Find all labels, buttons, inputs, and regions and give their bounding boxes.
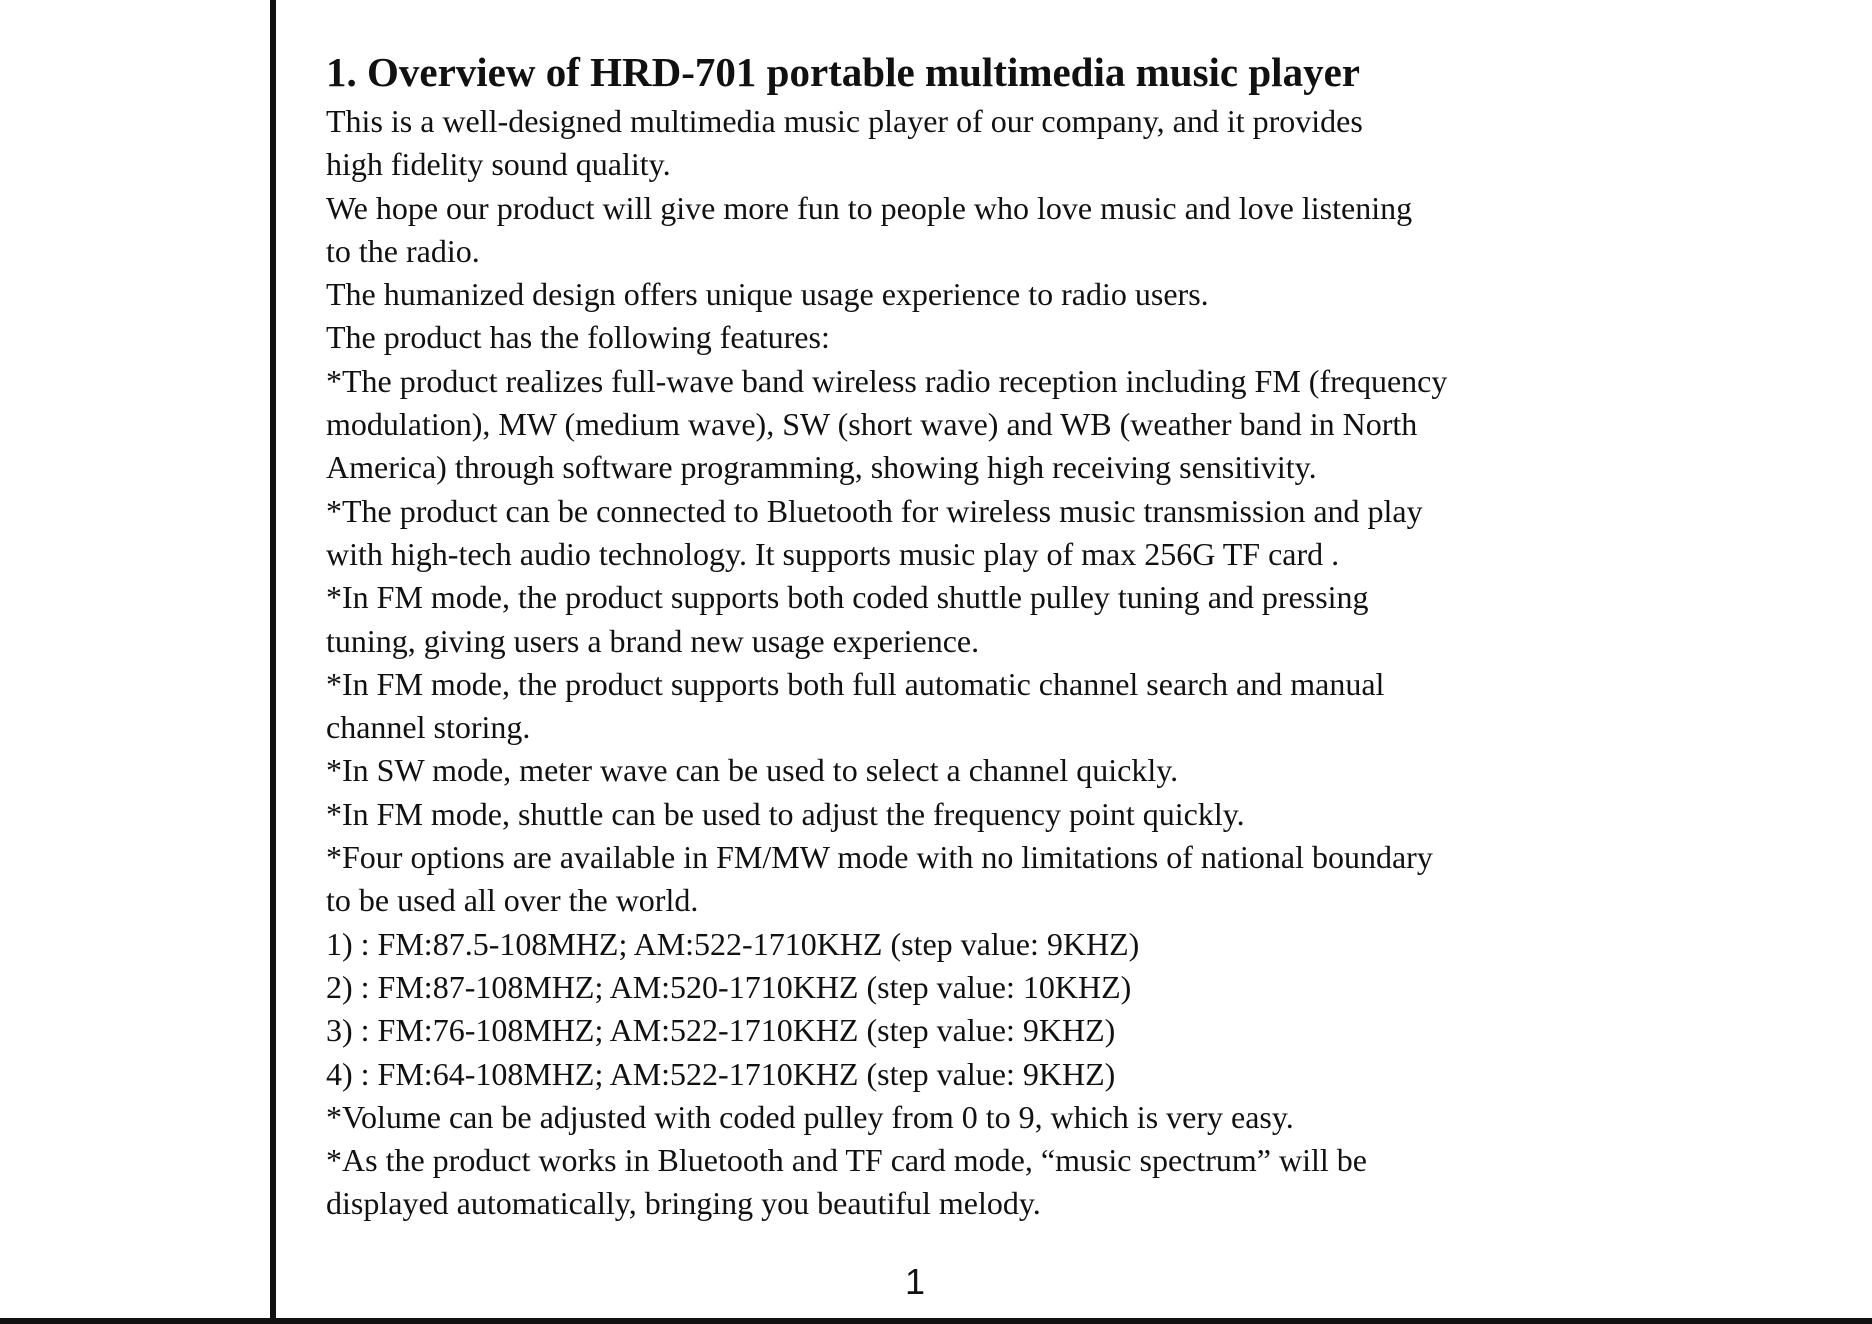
text-line-22: 3) : FM:76-108MHZ; AM:522-1710KHZ (step value: 9KHZ)	[326, 1012, 1116, 1049]
text-line-8: modulation), MW (medium wave), SW (short wave) and WB (weather band in North	[326, 406, 1418, 443]
text-line-13: tuning, giving users a brand new usage experience.	[326, 622, 980, 659]
page-title: 1. Overview of HRD-701 portable multimedia music player	[326, 49, 1360, 95]
text-line-4: to the radio.	[326, 232, 480, 269]
text-line-16: *In SW mode, meter wave can be used to select a channel quickly.	[326, 752, 1179, 789]
text-line-14: *In FM mode, the product supports both full automatic channel search and manual	[326, 665, 1385, 702]
text-line-26: displayed automatically, bringing you beautiful melody.	[326, 1185, 1041, 1222]
text-line-1: This is a well-designed multimedia music player of our company, and it provides	[326, 103, 1363, 139]
text-line-11: with high-tech audio technology. It supports music play of max 256G TF card .	[326, 535, 1340, 572]
document-body	[326, 44, 1706, 1226]
text-line-25: *As the product works in Bluetooth and TF card mode, “music spectrum” will be	[326, 1142, 1367, 1179]
text-line-10: *The product can be connected to Bluetooth for wireless music transmission and play	[326, 492, 1423, 529]
text-line-19: to be used all over the world.	[326, 882, 699, 919]
page-left-border	[270, 0, 276, 1322]
text-line-9: America) through software programming, showing high receiving sensitivity.	[326, 449, 1317, 486]
text-line-23: 4) : FM:64-108MHZ; AM:522-1710KHZ (step value: 9KHZ)	[326, 1055, 1116, 1092]
text-line-20: 1) : FM:87.5-108MHZ; AM:522-1710KHZ (step value: 9KHZ)	[326, 925, 1140, 962]
text-line-6: The product has the following features:	[326, 319, 830, 356]
text-line-3: We hope our product will give more fun to people who love music and love listening	[326, 189, 1413, 226]
text-line-17: *In FM mode, shuttle can be used to adjust the frequency point quickly.	[326, 795, 1245, 832]
text-line-2: high fidelity sound quality.	[326, 146, 671, 183]
text-line-12: *In FM mode, the product supports both coded shuttle pulley tuning and pressing	[326, 579, 1369, 616]
text-line-24: *Volume can be adjusted with coded pulley from 0 to 9, which is very easy.	[326, 1098, 1294, 1135]
text-line-7: *The product realizes full-wave band wireless radio reception including FM (frequency	[326, 362, 1448, 399]
text-line-15: channel storing.	[326, 709, 531, 746]
page-number: 1	[904, 1261, 926, 1302]
text-line-21: 2) : FM:87-108MHZ; AM:520-1710KHZ (step value: 10KHZ)	[326, 968, 1132, 1005]
page-bottom-border	[0, 1318, 1872, 1324]
text-line-5: The humanized design offers unique usage experience to radio users.	[326, 276, 1209, 313]
text-line-18: *Four options are available in FM/MW mode with no limitations of national boundary	[326, 839, 1433, 876]
